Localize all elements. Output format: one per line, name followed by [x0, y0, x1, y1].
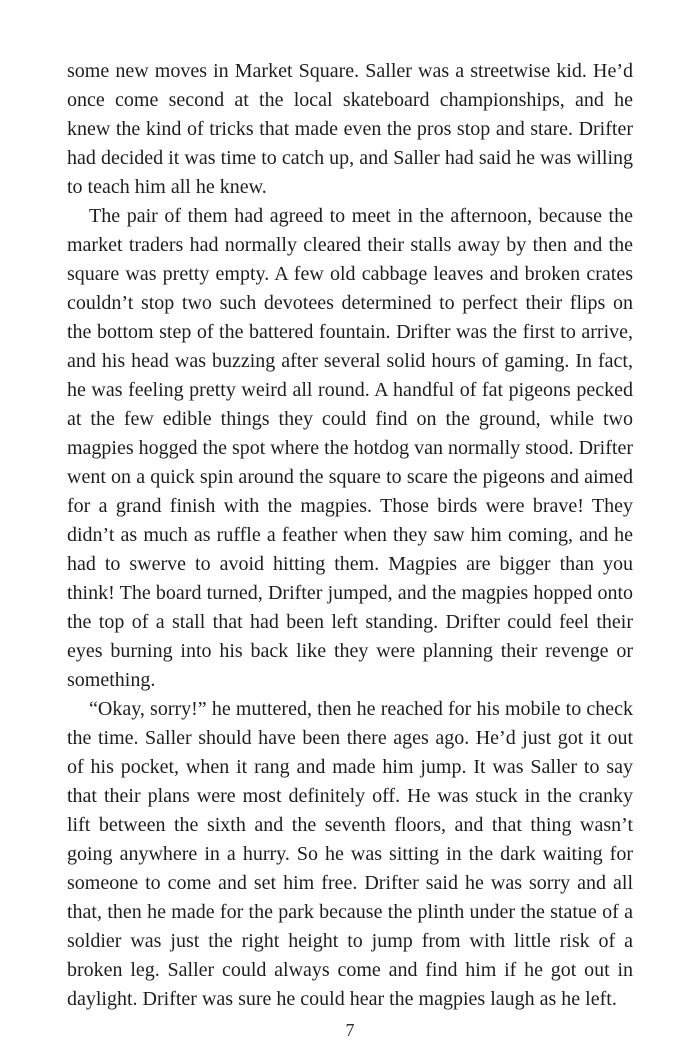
- paragraph-3: “Okay, sorry!” he muttered, then he reached for his mobile to check the time. Saller should have been there ages ago. He’d just got it out of his pocket, when it rang and made him jump. It was Saller to say that their plans were most definitely off. He was stuck in the cranky lift between the sixth and the seventh floors, and that thing wasn’t going anywhere in a hurry. So he was sitting in the dark waiting for someone to come and set him free. Drifter said he was sorry and all that, then he made for the park because the plinth under the statue of a soldier was just the right height to jump from with little risk of a broken leg. Saller could always come and find him if he got out in daylight. Drifter was sure he could hear the magpies laugh as he left.: [67, 698, 633, 1010]
- paragraph-2: The pair of them had agreed to meet in the afternoon, because the market traders had normally cleared their stalls away by then and the square was pretty empty. A few old cabbage leaves and broken crates couldn’t stop two such devotees determined to perfect their flips on the bottom step of the battered fountain. Drifter was the first to arrive, and his head was buzzing after several solid hours of gaming. In fact, he was feeling pretty weird all round. A handful of fat pigeons pecked at the few edible things they could find on the ground, while two magpies hogged the spot where the hotdog van normally stood. Drifter went on a quick spin around the square to scare the pigeons and aimed for a grand finish with the magpies. Those birds were brave! They didn’t as much as ruffle a feather when they saw him coming, and he had to swerve to avoid hitting them. Magpies are bigger than you think! The board turned, Drifter jumped, and the magpies hopped onto the top of a stall that had been left standing. Drifter could feel their eyes burning into his back like they were planning their revenge or something.: [67, 205, 633, 691]
- paragraph-1: some new moves in Market Square. Saller was a streetwise kid. He’d once come second at the local skateboard championships, and he knew the kind of tricks that made even the pros stop and stare. Drifter had decided it was time to catch up, and Saller had said he was willing to teach him all he knew.: [67, 60, 633, 198]
- page-number: 7: [345, 1020, 355, 1040]
- page-body: [67, 57, 633, 1014]
